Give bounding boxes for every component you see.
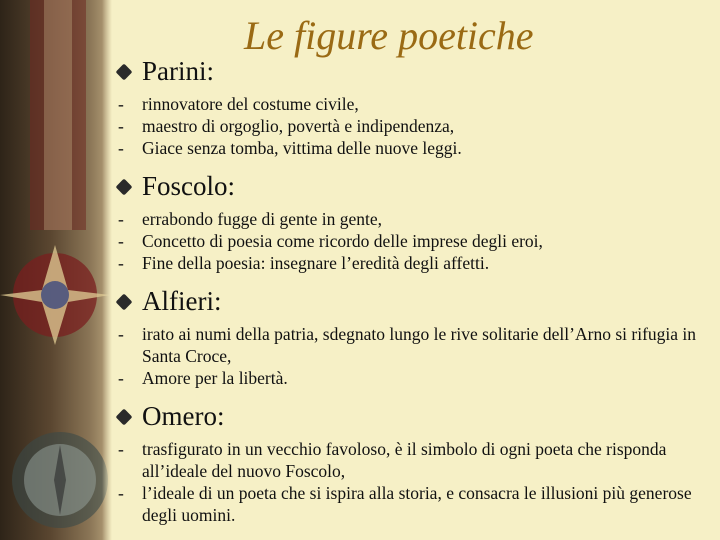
diamond-bullet-icon [116, 178, 133, 195]
list-item: - Giace senza tomba, vittima delle nuove leggi. [118, 138, 462, 158]
section-omero [118, 401, 708, 526]
heading-text: Omero: [142, 401, 225, 431]
slide-title: Le figure poetiche [244, 13, 534, 58]
list-item: - Amore per la libertà. [118, 368, 288, 388]
list-item: - l’ideale di un poeta che si ispira alla storia, e consacra le illusioni più generose degli uomini. [118, 483, 692, 525]
heading-text: Foscolo: [142, 171, 236, 201]
list-item: - rinnovatore del costume civile, [118, 94, 359, 114]
section-heading [118, 401, 708, 432]
diamond-bullet-icon [116, 408, 133, 425]
list-item: - irato ai numi della patria, sdegnato lungo le rive solitarie dell’Arno si rifugia in Santa Croce, [118, 324, 697, 366]
diamond-bullet-icon [116, 293, 133, 310]
heading-text: Alfieri: [142, 286, 222, 316]
heading-text: Parini: [142, 56, 214, 86]
section-parini [118, 56, 708, 159]
slide-content [118, 56, 708, 538]
section-heading [118, 286, 708, 317]
section-heading [118, 56, 708, 87]
section-heading [118, 171, 708, 202]
medal-and-compass-illustration [0, 0, 112, 540]
list-item: - Fine della poesia: insegnare l’eredità degli affetti. [118, 253, 490, 273]
list-item: - maestro di orgoglio, povertà e indipendenza, [118, 116, 455, 136]
list-item: - Concetto di poesia come ricordo delle imprese degli eroi, [118, 231, 543, 251]
list-item: - errabondo fugge di gente in gente, [118, 209, 383, 229]
decorative-sidebar-image [0, 0, 112, 540]
section-alfieri [118, 286, 708, 389]
list-item: - trasfigurato in un vecchio favoloso, è il simbolo di ogni poeta che risponda all’ideale del nuovo Foscolo, [118, 439, 667, 481]
section-foscolo [118, 171, 708, 274]
diamond-bullet-icon [116, 63, 133, 80]
